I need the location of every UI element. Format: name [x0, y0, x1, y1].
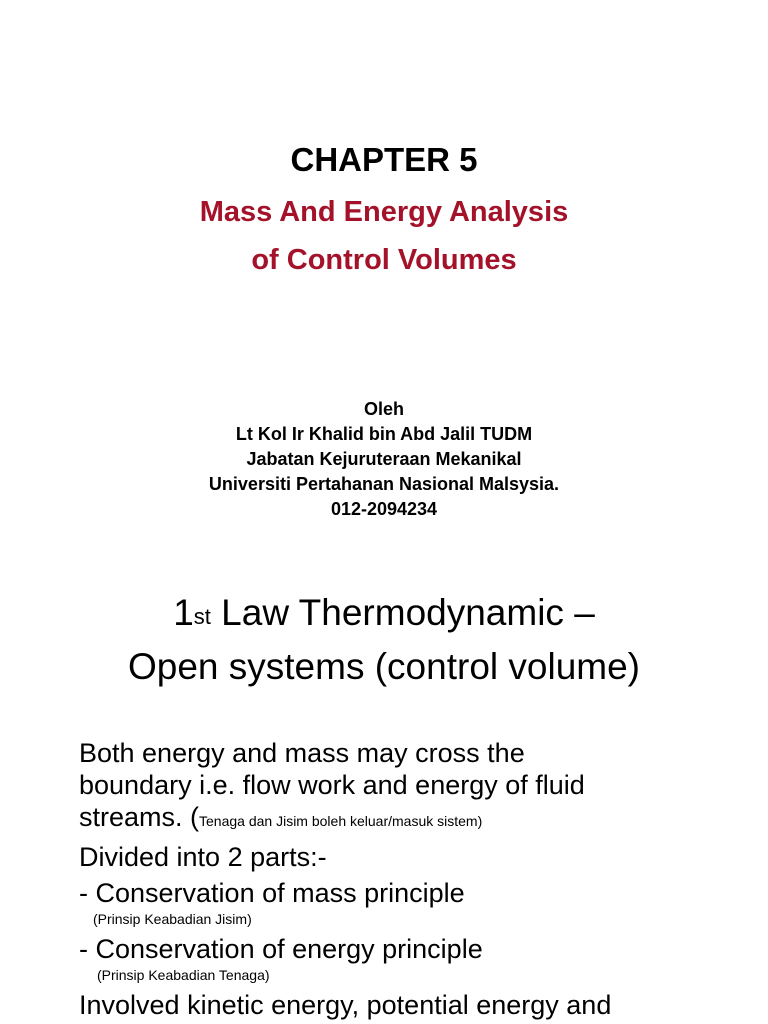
body-text: [79, 737, 759, 1021]
paragraph-1-line-1: Both energy and mass may cross the: [79, 738, 525, 768]
subtitle-line-2: of Control Volumes: [251, 244, 517, 276]
subtitle-line-1: Mass And Energy Analysis: [199, 196, 569, 228]
section-superscript: st: [193, 604, 211, 629]
list-item-mass-note: (Prinsip Keabadian Jisim): [93, 911, 252, 927]
section-title-line-1: [0, 586, 768, 640]
paragraph-1-line-3: [79, 801, 759, 837]
chapter-title: CHAPTER 5: [290, 141, 478, 178]
paragraph-1-text: streams. (: [79, 802, 200, 832]
chapter-subtitle: [0, 188, 768, 284]
list-item-energy: - Conservation of energy principle: [79, 934, 483, 964]
author-university: Universiti Pertahanan Nasional Malsysia.: [208, 474, 560, 494]
list-item-mass: - Conservation of mass principle: [79, 878, 465, 908]
author-department: Jabatan Kejuruteraan Mekanikal: [246, 449, 522, 469]
section-title: [0, 586, 768, 694]
author-name: Lt Kol Ir Khalid bin Abd Jalil TUDM: [235, 424, 533, 444]
paragraph-1-note: Tenaga dan Jisim boleh keluar/masuk sistem): [199, 813, 483, 829]
author-phone: 012-2094234: [330, 499, 438, 519]
paragraph-3-partial: Involved kinetic energy, potential energy and: [79, 990, 612, 1020]
paragraph-1-line-2: boundary i.e. flow work and energy of fluid: [79, 770, 585, 800]
section-number: 1: [173, 592, 194, 633]
section-title-text: Law Thermodynamic –: [210, 592, 595, 633]
author-by: Oleh: [363, 399, 404, 419]
author-block: [0, 397, 768, 522]
section-title-line-2: Open systems (control volume): [127, 646, 640, 687]
paragraph-2: Divided into 2 parts:-: [79, 842, 327, 872]
list-item-energy-note: (Prinsip Keabadian Tenaga): [97, 967, 270, 983]
